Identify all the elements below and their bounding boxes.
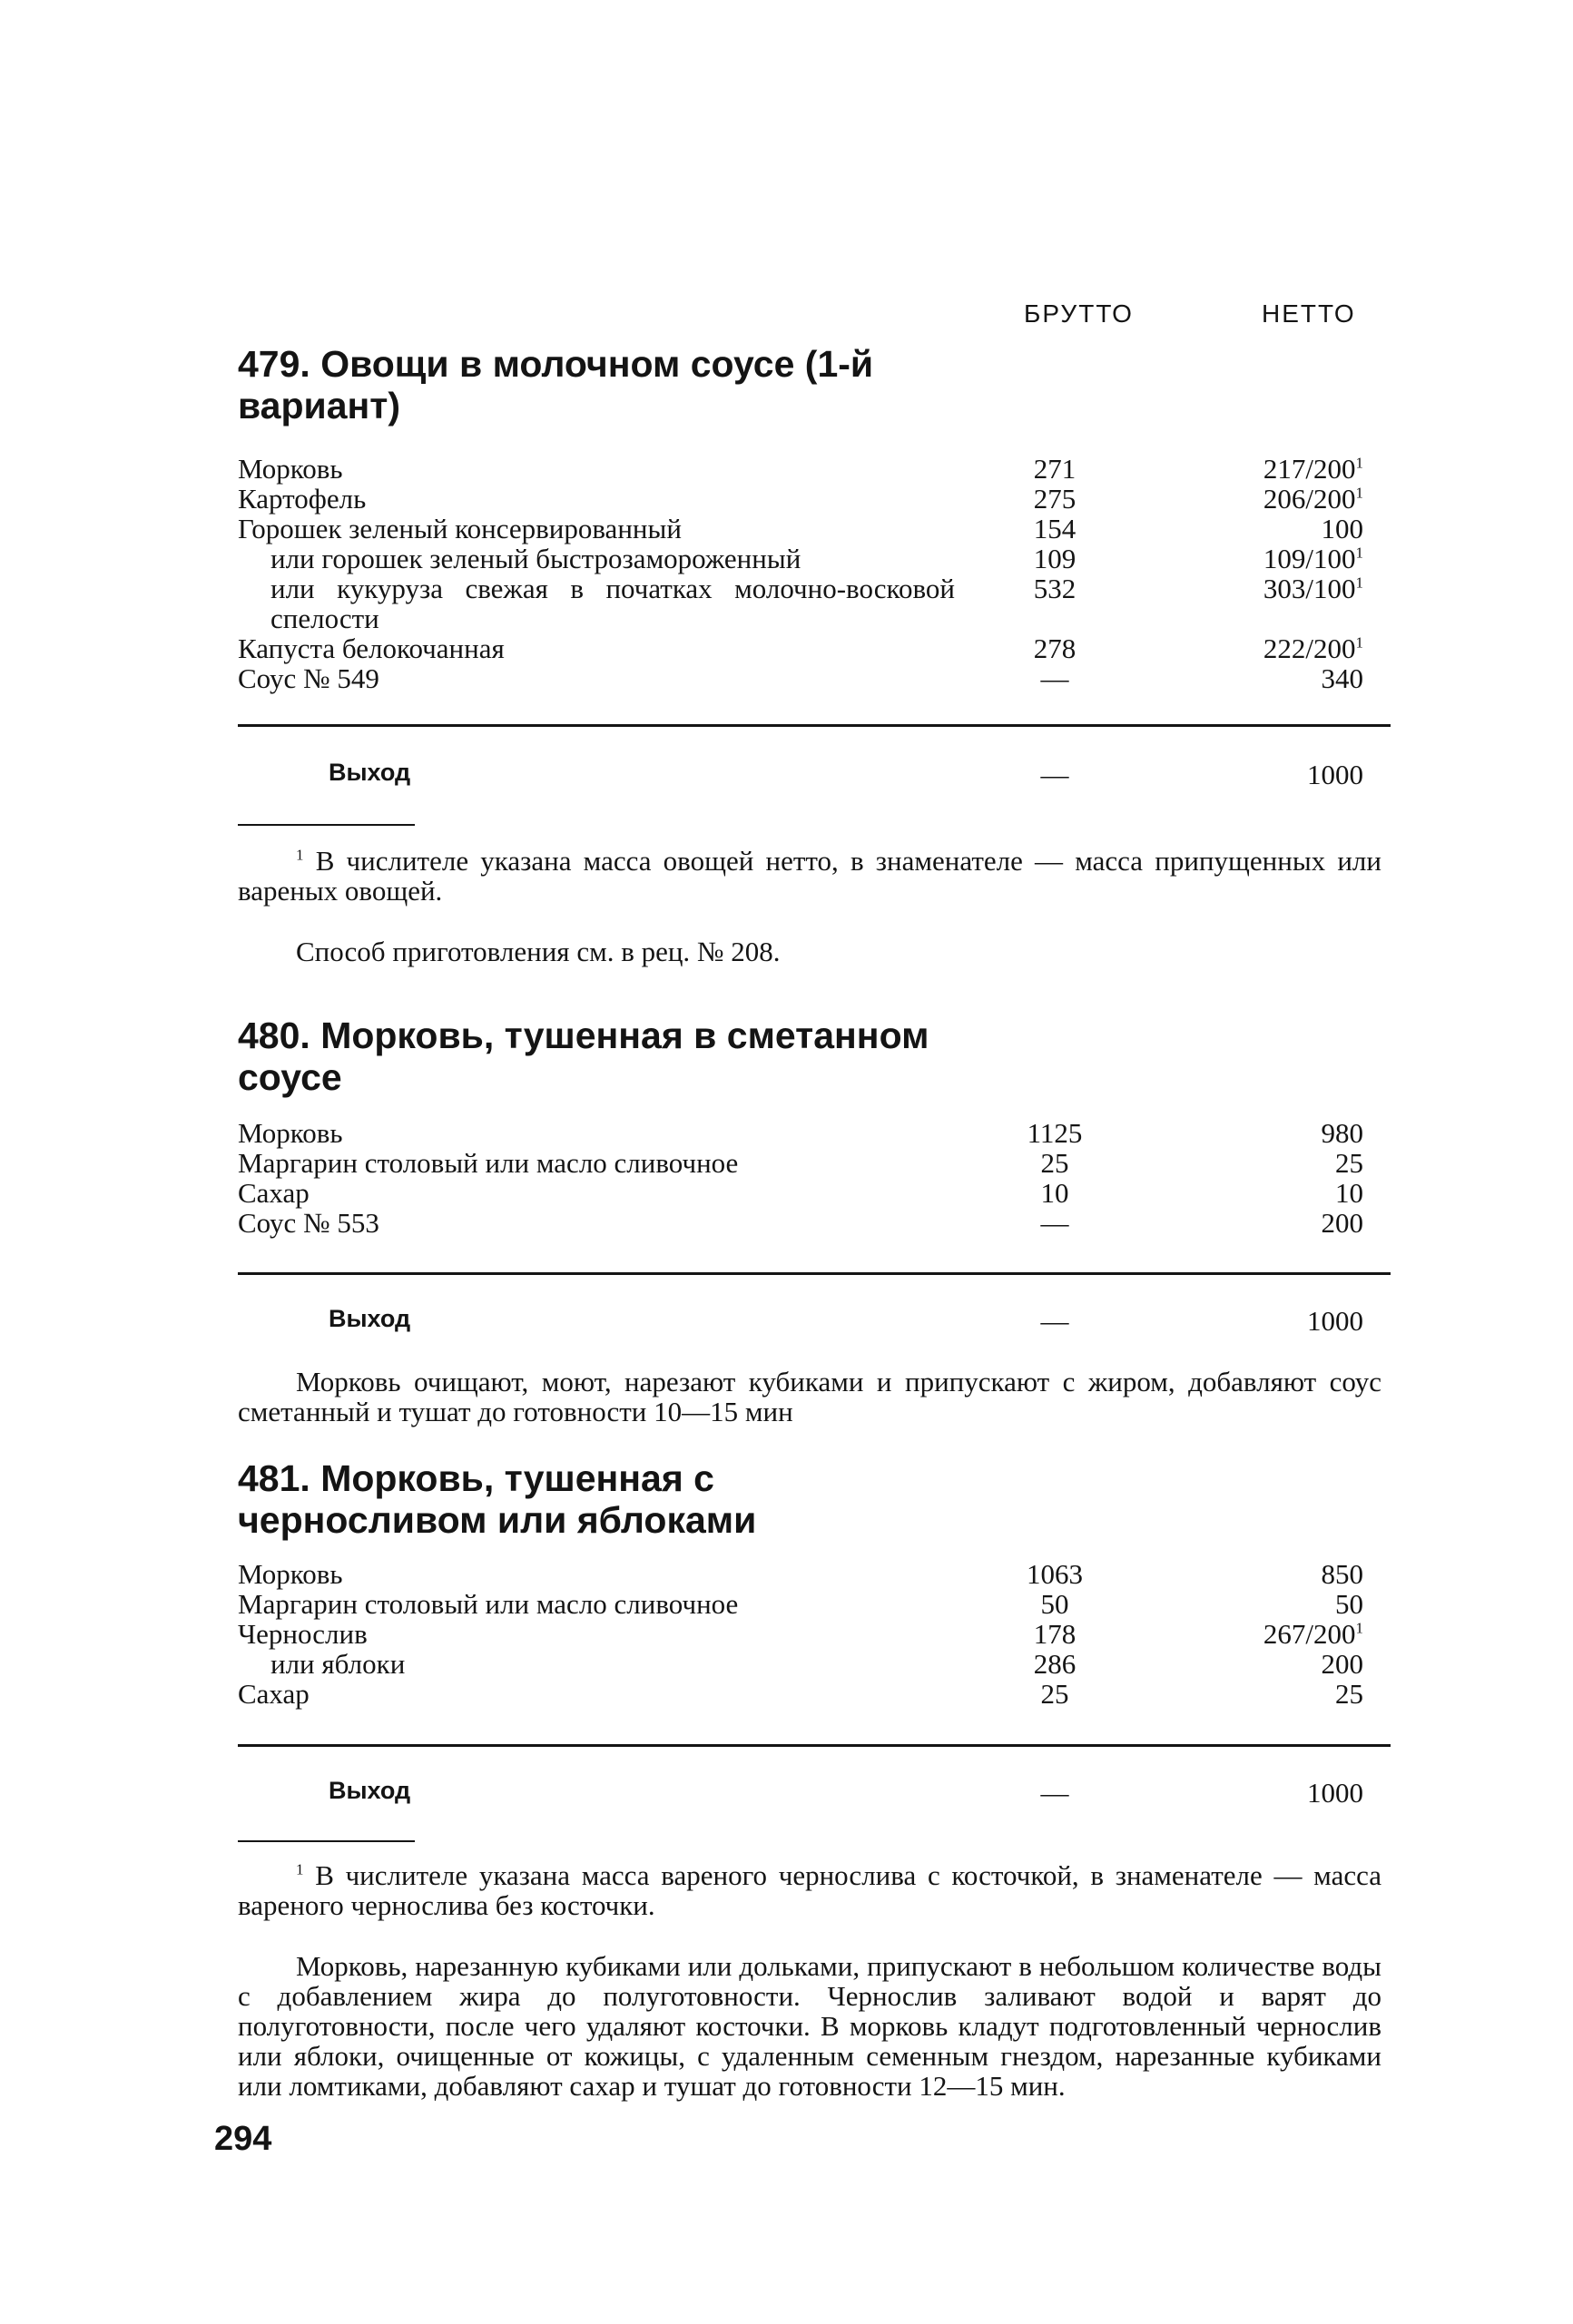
ingredient-name: Картофель <box>238 483 367 515</box>
ingredient-brutto: 50 <box>1040 1588 1069 1620</box>
recipe-481 <box>238 1457 1391 2102</box>
ingredient-row <box>238 1589 1391 1619</box>
ingredients-table <box>238 1559 1391 1709</box>
ingredient-netto: $267/200^1$ <box>1263 1618 1363 1650</box>
ingredient-netto: 50 <box>1335 1588 1363 1620</box>
footnote-mark: 1 <box>1355 1619 1363 1637</box>
yield-brutto: — <box>1040 759 1069 790</box>
ingredient-netto: $222/200^1$ <box>1263 632 1363 664</box>
ingredient-name: или яблоки <box>270 1648 406 1680</box>
ingredient-name: Сахар <box>238 1678 310 1710</box>
ingredient-netto: $217/200^1$ <box>1263 453 1363 485</box>
ingredient-row <box>238 1679 1391 1709</box>
ingredient-row <box>238 544 1391 574</box>
ingredients-table <box>238 1118 1391 1238</box>
yield-netto: 1000 <box>1307 759 1363 790</box>
ingredient-brutto: 275 <box>1033 483 1077 515</box>
ingredient-netto: 200 <box>1321 1207 1363 1239</box>
footnote-mark: 1 <box>1355 454 1363 472</box>
ingredient-brutto: 178 <box>1033 1618 1077 1650</box>
ingredient-netto: $109/100^1$ <box>1263 543 1363 574</box>
recipe-title: 480. Морковь, тушенная в сметанном соусе <box>238 1015 929 1098</box>
footnote-mark: 1 <box>1355 633 1363 652</box>
ingredient-name: Морковь <box>238 1117 343 1149</box>
ingredient-row <box>238 574 1391 633</box>
ingredient-row <box>238 1559 1391 1589</box>
recipe-title: 479. Овощи в молочном соусе (1-й вариант) <box>238 343 874 427</box>
ingredient-netto: 850 <box>1321 1558 1363 1590</box>
ingredient-name: или кукуруза свежая в початках молочно-восковой спелости <box>270 573 955 634</box>
ingredient-row <box>238 1178 1391 1208</box>
column-header-brutto: БРУТТО <box>1024 299 1134 328</box>
yield-label: Выход <box>329 759 411 786</box>
ingredient-name: Маргарин столовый или масло сливочное <box>238 1588 739 1620</box>
ingredient-name: Горошек зеленый консервированный <box>238 513 682 544</box>
footnote-mark: 1 <box>1355 484 1363 502</box>
ingredient-row <box>238 454 1391 484</box>
ingredient-netto: 25 <box>1335 1678 1363 1710</box>
ingredient-brutto: 10 <box>1040 1177 1069 1209</box>
yield-row <box>238 759 1391 795</box>
ingredient-row <box>238 663 1391 693</box>
ingredient-brutto: 532 <box>1033 573 1077 604</box>
ingredient-row <box>238 1619 1391 1649</box>
ingredient-brutto: — <box>1040 1207 1069 1239</box>
footnote-mark: 1 <box>296 1860 304 1878</box>
page-number: 294 <box>214 2120 272 2158</box>
ingredient-row <box>238 633 1391 663</box>
footnote-rule <box>238 824 415 826</box>
footnote-mark: 1 <box>1355 544 1363 562</box>
yield-brutto: — <box>1040 1305 1069 1337</box>
recipe-480 <box>238 1015 1391 1427</box>
recipe-479 <box>238 343 1391 967</box>
ingredient-name: Сахар <box>238 1177 310 1209</box>
ingredient-brutto: — <box>1040 662 1069 694</box>
method-text: Морковь, нарезанную кубиками или дольками, припускают в небольшом количестве воды с добавлением жира до полуготовности. Чернослив заливают водой и варят до полуготовности, после чего удаляют косточки. В морковь кладут подготовленный чернослив или яблоки, очищенные от кожицы, с удаленным семенным гнездом, нарезанные кубиками или ломтиками, добавляют сахар и тушат до готовности 12—15 мин. <box>238 1950 1381 2102</box>
ingredient-row <box>238 1649 1391 1679</box>
footnote: $^1$ В числителе указана масса вареного чернослива с косточкой, в знаменателе — масса вареного чернослива без косточки. <box>238 1859 1381 1921</box>
ingredient-netto: $206/200^1$ <box>1263 483 1363 515</box>
ingredient-name: Соус № 553 <box>238 1207 379 1239</box>
ingredient-netto: 200 <box>1321 1648 1363 1680</box>
ingredient-name: Чернослив <box>238 1618 368 1650</box>
ingredient-netto: 100 <box>1321 513 1363 544</box>
footnote-mark: 1 <box>296 846 304 864</box>
ingredients-table <box>238 454 1391 693</box>
ingredient-name: Морковь <box>238 1558 343 1590</box>
method-text: Способ приготовления см. в рец. № 208. <box>296 936 781 967</box>
ingredient-name: или горошек зеленый быстрозамороженный <box>270 543 801 574</box>
method-text: Морковь очищают, моют, нарезают кубиками и припускают с жиром, добавляют соус сметанный и тушат до готовности 10—15 мин <box>238 1366 1381 1427</box>
ingredient-name: Маргарин столовый или масло сливочное <box>238 1147 739 1179</box>
ingredient-name: Морковь <box>238 453 343 485</box>
ingredient-brutto: 1125 <box>1027 1117 1083 1149</box>
ingredient-brutto: 1063 <box>1027 1558 1083 1590</box>
yield-brutto: — <box>1040 1777 1069 1809</box>
ingredient-netto: $303/100^1$ <box>1263 573 1363 604</box>
yield-row <box>238 1305 1391 1341</box>
ingredient-name: Капуста белокочанная <box>238 632 505 664</box>
ingredient-brutto: 25 <box>1040 1147 1069 1179</box>
ingredient-row <box>238 1118 1391 1148</box>
ingredient-brutto: 109 <box>1033 543 1077 574</box>
ingredient-brutto: 278 <box>1033 632 1077 664</box>
yield-label: Выход <box>329 1777 411 1804</box>
ingredient-brutto: 25 <box>1040 1678 1069 1710</box>
yield-netto: 1000 <box>1307 1777 1363 1809</box>
yield-row <box>238 1777 1391 1813</box>
ingredient-row <box>238 484 1391 514</box>
column-header-netto: НЕТТО <box>1262 299 1356 328</box>
table-rule <box>238 1744 1391 1747</box>
ingredient-row <box>238 514 1391 544</box>
ingredient-netto: 980 <box>1321 1117 1363 1149</box>
footnote: $^1$ В числителе указана масса овощей нетто, в знаменателе — масса припущенных или вареных овощей. <box>238 845 1381 907</box>
ingredient-brutto: 286 <box>1033 1648 1077 1680</box>
footnote-mark: 1 <box>1355 574 1363 592</box>
ingredient-brutto: 154 <box>1033 513 1077 544</box>
ingredient-brutto: 271 <box>1033 453 1077 485</box>
ingredient-netto: 340 <box>1321 662 1363 694</box>
yield-label: Выход <box>329 1305 411 1332</box>
yield-netto: 1000 <box>1307 1305 1363 1337</box>
ingredient-name: Соус № 549 <box>238 662 379 694</box>
ingredient-row <box>238 1148 1391 1178</box>
ingredient-row <box>238 1208 1391 1238</box>
table-rule <box>238 1272 1391 1275</box>
recipe-title: 481. Морковь, тушенная с черносливом или яблоками <box>238 1457 757 1541</box>
table-rule <box>238 724 1391 727</box>
ingredient-netto: 25 <box>1335 1147 1363 1179</box>
ingredient-netto: 10 <box>1335 1177 1363 1209</box>
footnote-rule <box>238 1840 415 1842</box>
